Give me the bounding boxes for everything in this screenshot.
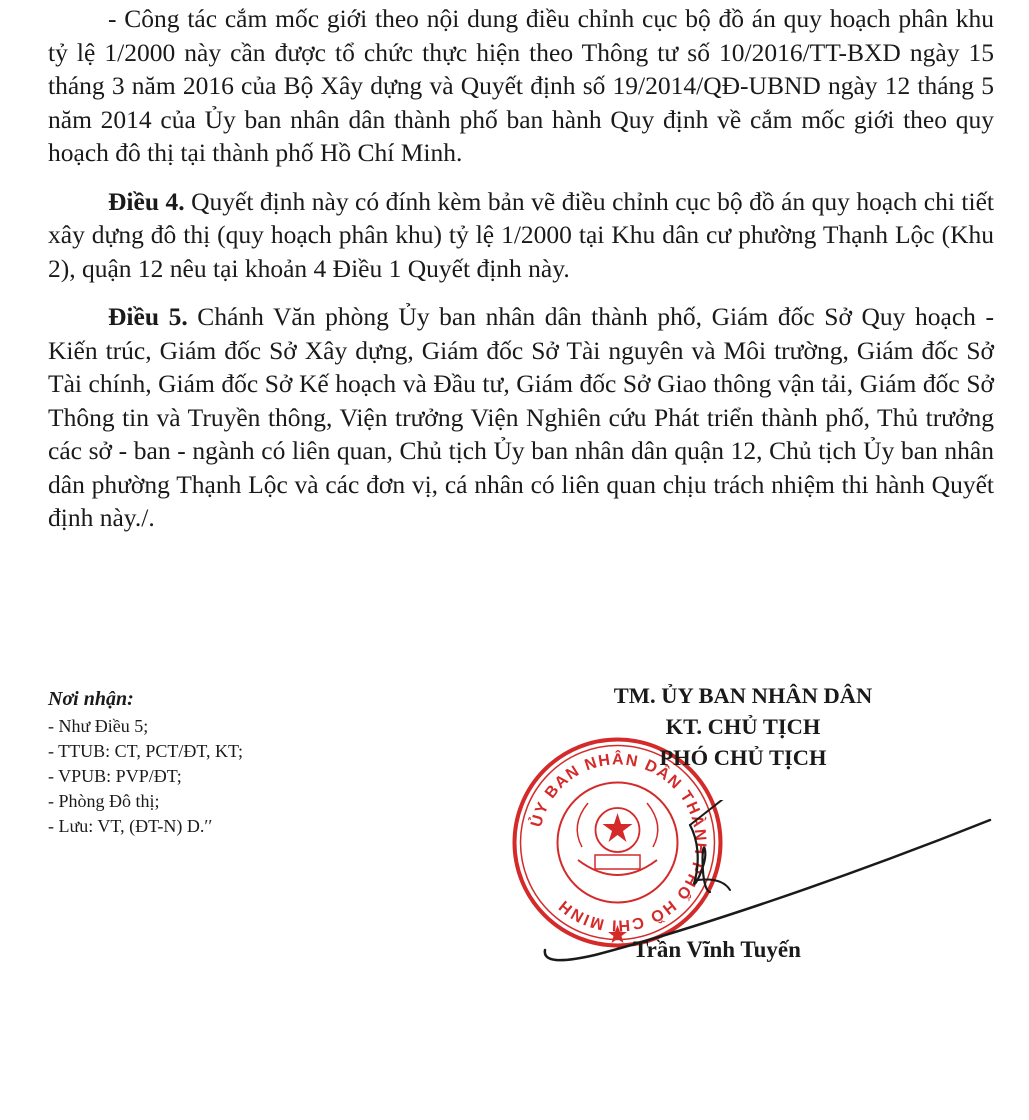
article-5-lead: Điều 5. xyxy=(108,302,188,331)
signature-block xyxy=(548,680,938,773)
signer-title: PHÓ CHỦ TỊCH xyxy=(659,745,827,770)
article-4-text: Quyết định này có đính kèm bản vẽ điều chỉnh cục bộ đồ án quy hoạch chi tiết xây dựng đô thị (quy hoạch phân khu) tỷ lệ 1/2000 tại Khu dân cư phường Thạnh Lộc (Khu 2), quận 12 nêu tại khoản 4 Điều 1 Quyết định này. xyxy=(48,186,994,283)
paragraph-text: - Công tác cắm mốc giới theo nội dung điều chỉnh cục bộ đồ án quy hoạch phân khu tỷ lệ 1/2000 này cần được tổ chức thực hiện theo Thông tư số 10/2016/TT-BXD ngày 15 tháng 3 năm 2016 của Bộ Xây dựng và Quyết định số 19/2014/QĐ-UBND ngày 12 tháng 5 năm 2014 của Ủy ban nhân dân thành phố ban hành Quy định về cắm mốc giới theo quy hoạch đô thị tại thành phố Hồ Chí Minh. xyxy=(48,4,994,167)
decision-body xyxy=(48,2,994,550)
recipient-item: - VPUB: PVP/ĐT; xyxy=(48,766,182,786)
recipient-item: - Như Điều 5; xyxy=(48,716,149,736)
recipients-block xyxy=(48,687,468,839)
article-5 xyxy=(48,300,994,535)
recipient-item: - TTUB: CT, PCT/ĐT, KT; xyxy=(48,741,244,761)
article-5-text: Chánh Văn phòng Ủy ban nhân dân thành phố, Giám đốc Sở Quy hoạch - Kiến trúc, Giám đốc Sở Xây dựng, Giám đốc Sở Tài nguyên và Môi trường, Giám đốc Sở Tài chính, Giám đốc Sở Kế hoạch và Đầu tư, Giám đốc Sở Giao thông vận tải, Giám đốc Sở Thông tin và Truyền thông, Viện trưởng Viện Nghiên cứu Phát triển thành phố, Thủ trưởng các sở - ban - ngành có liên quan, Chủ tịch Ủy ban nhân dân quận 12, Chủ tịch Ủy ban nhân dân phường Thạnh Lộc và các đơn vị, cá nhân có liên quan chịu trách nhiệm thi hành Quyết định này./. xyxy=(48,302,994,532)
recipient-item: - Lưu: VT, (ĐT-N) D.′′ xyxy=(48,816,213,836)
recipients-heading: Nơi nhận: xyxy=(48,688,134,710)
signer-name: Trần Vĩnh Tuyến xyxy=(633,937,801,962)
article-4 xyxy=(48,185,994,286)
recipients-list xyxy=(48,714,468,839)
seal-text: ỦY BAN NHÂN DÂN THÀNH PHỐ HỒ CHÍ MINH xyxy=(528,751,709,934)
recipient-item: - Phòng Đô thị; xyxy=(48,791,160,811)
signer-role: KT. CHỦ TỊCH xyxy=(665,714,821,739)
paragraph-boundary-markers xyxy=(48,2,994,170)
signer-organization: TM. ỦY BAN NHÂN DÂN xyxy=(613,683,873,708)
article-4-lead: Điều 4. xyxy=(108,186,185,216)
